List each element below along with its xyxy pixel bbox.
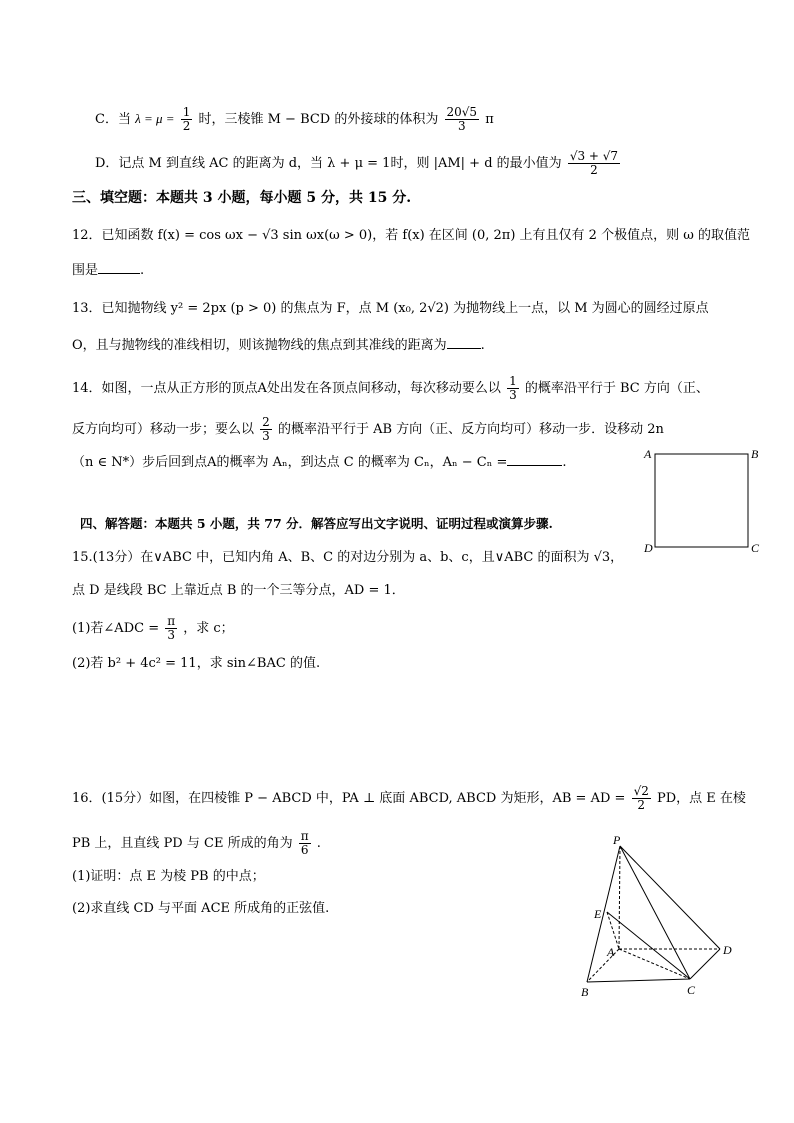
edge-pa: [619, 846, 620, 949]
option-c-ans-den: 3: [457, 119, 466, 133]
option-c-label: C．当: [95, 112, 131, 127]
q14-text-e: （n ∈ N*）步后回到点A的概率为 Aₙ，到达点 C 的概率为 Cₙ，Aₙ − Cₙ =: [72, 455, 508, 470]
q15-line-1: 15.(13分）在∨ABC 中，已知内角 A、B、C 的对边分别为 a、b、c，且∨ABC 的面积为 √3，: [72, 550, 624, 565]
q15-part-1-a: (1)若∠ADC =: [72, 621, 160, 636]
q16-text-d: .: [316, 836, 321, 851]
square-figure: [640, 445, 770, 560]
q12-line-2: [72, 262, 144, 280]
edge-bc: [587, 979, 690, 982]
option-d-text: D．记点 M 到直线 AC 的距离为 d，当 λ + μ = 1时，则 |AM| + d 的最小值为: [95, 156, 562, 171]
q14-fraction-1: [507, 375, 519, 402]
q13-answer-blank: [447, 348, 481, 349]
q14-text-a: 14．如图，一点从正方形的顶点A处出发在各顶点间移动，每次移动要么以: [72, 381, 501, 396]
q14-f2-den: 3: [262, 429, 270, 443]
q14-text-b: 的概率沿平行于 BC 方向（正、: [524, 381, 709, 396]
q16-f1-den: 2: [637, 798, 646, 812]
q12-prefix: 围是: [72, 263, 99, 278]
option-c: [95, 106, 494, 133]
q12-answer-blank: [98, 273, 140, 274]
q16-part-1: (1)证明：点 E 为棱 PB 的中点；: [72, 869, 265, 884]
section-4-heading: 四、解答题：本题共 5 小题，共 77 分．解答应写出文字说明、证明过程或演算步骤.: [80, 516, 553, 531]
edge-pd: [620, 846, 720, 949]
option-d-ans-den: 2: [590, 163, 598, 177]
q14-text-d: 的概率沿平行于 AB 方向（正、反方向均可）移动一步．设移动 2n: [277, 422, 664, 437]
segment-ae: [607, 912, 619, 949]
pyramid-vertex-c: C: [687, 983, 696, 997]
q16-line-2: [72, 830, 321, 857]
q16-fraction-2: [299, 830, 311, 857]
q12-line-1: 12．已知函数 f(x) = cos ωx − √3 sin ωx(ω > 0)，若 f(x) 在区间 (0, 2π) 上有且仅有 2 个极值点，则 ω 的取值范: [72, 228, 750, 243]
q14-line-3: [72, 454, 567, 472]
option-c-den: 2: [182, 119, 191, 133]
option-d-ans-num: √3 + √7: [569, 149, 619, 163]
q14-line-1: [72, 375, 709, 402]
q13-line-2: [72, 337, 485, 355]
q15-frac-den: 3: [167, 628, 175, 642]
q13-end: .: [480, 338, 485, 353]
q13-line-1: 13．已知抛物线 y² = 2px (p > 0) 的焦点为 F，点 M (x₀, 2√2) 为抛物线上一点，以 M 为圆心的圆经过原点: [72, 301, 709, 316]
square-vertex-c: C: [751, 541, 760, 555]
option-c-fraction: [181, 106, 193, 133]
pyramid-figure: [575, 832, 745, 1002]
q15-line-2: 点 D 是线段 BC 上靠近点 B 的一个三等分点，AD = 1．: [72, 583, 405, 598]
option-c-expr: λ = μ =: [135, 111, 175, 126]
q16-text-c: PB 上，且直线 PD 与 CE 所成的角为: [72, 836, 293, 851]
q15-part-2: (2)若 b² + 4c² = 11，求 sin∠BAC 的值.: [72, 656, 321, 671]
pyramid-vertex-e: E: [594, 907, 602, 921]
segment-ac: [619, 949, 690, 979]
q16-line-1: [72, 785, 746, 812]
option-c-pi: π: [485, 112, 494, 127]
q16-part-2: (2)求直线 CD 与平面 ACE 所成角的正弦值.: [72, 901, 330, 916]
q14-end: .: [562, 455, 567, 470]
edge-cd: [690, 949, 720, 979]
option-c-num: 1: [182, 105, 191, 119]
pyramid-vertex-p: P: [613, 833, 621, 847]
edge-pb: [587, 846, 620, 982]
q16-fraction-1: [632, 785, 651, 812]
q14-text-c: 反方向均可）移动一步；要么以: [72, 422, 255, 437]
q15-frac-num: π: [167, 614, 176, 628]
pyramid-vertex-b: B: [581, 985, 589, 999]
square-vertex-a: A: [644, 447, 652, 461]
q15-part-1-b: ，求 c；: [183, 621, 234, 636]
q16-text-a: 16．(15分）如图，在四棱锥 P − ABCD 中，PA ⊥ 底面 ABCD, ABCD 为矩形，AB = AD =: [72, 791, 626, 806]
q14-line-2: [72, 416, 664, 443]
option-c-ans-num: 20√5: [446, 105, 478, 119]
option-c-tail: 时，三棱锥 M − BCD 的外接球的体积为: [198, 112, 439, 127]
q12-end: .: [140, 263, 145, 278]
q16-text-b: PD，点 E 在棱: [656, 791, 746, 806]
square-vertex-d: D: [644, 541, 653, 555]
q15-fraction: [165, 615, 177, 642]
square-outline: [655, 454, 748, 547]
q16-f2-den: 6: [300, 843, 309, 857]
q14-f1-den: 3: [509, 388, 517, 402]
option-d: [95, 150, 622, 177]
q14-fraction-2: [260, 416, 272, 443]
q14-answer-blank: [507, 465, 562, 466]
q14-f2-num: 2: [262, 415, 270, 429]
q13-prefix: O，且与抛物线的准线相切，则该抛物线的焦点到其准线的距离为: [72, 338, 447, 353]
section-3-heading: 三、填空题：本题共 3 小题，每小题 5 分，共 15 分.: [72, 190, 412, 206]
edge-pc: [620, 846, 690, 979]
option-c-answer: [445, 106, 480, 133]
q16-f1-num: √2: [633, 784, 649, 798]
pyramid-vertex-a: A: [607, 945, 615, 959]
q15-part-1: [72, 615, 234, 642]
pyramid-vertex-d: D: [723, 943, 732, 957]
option-d-answer: [568, 150, 620, 177]
q16-f2-num: π: [300, 829, 309, 843]
q14-f1-num: 1: [509, 374, 517, 388]
square-vertex-b: B: [751, 447, 759, 461]
